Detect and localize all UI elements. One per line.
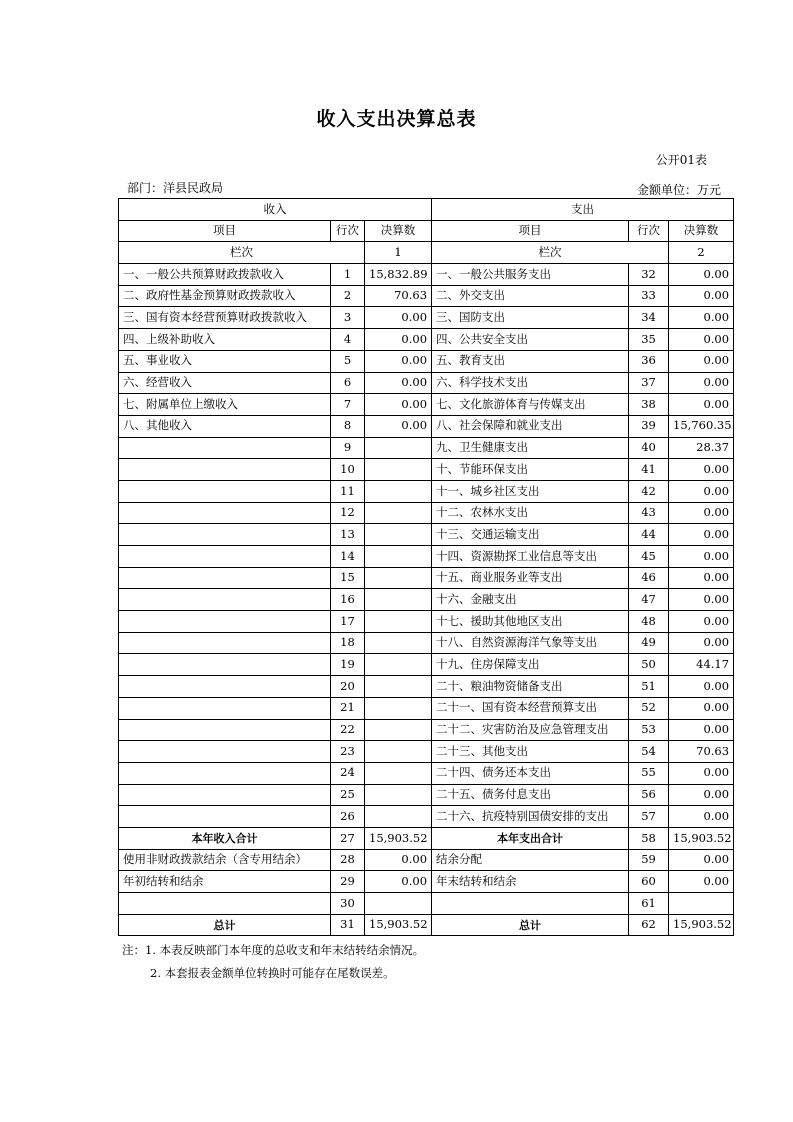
expense-item-cell: 总计 [432, 914, 629, 936]
expense-amount-cell: 0.00 [669, 567, 734, 589]
income-item-cell [119, 437, 331, 459]
expense-line-cell: 43 [629, 502, 669, 524]
income-item-cell: 本年收入合计 [119, 827, 331, 849]
table-row [119, 914, 734, 936]
expense-line-cell: 44 [629, 524, 669, 546]
income-line-cell: 30 [331, 893, 365, 915]
income-line-cell: 26 [331, 806, 365, 828]
expense-item-cell: 五、教育支出 [432, 350, 629, 372]
expense-item-cell: 四、公共安全支出 [432, 329, 629, 351]
expense-amount-cell: 0.00 [669, 849, 734, 871]
expense-line-cell: 41 [629, 459, 669, 481]
expense-item-cell: 二十、粮油物资储备支出 [432, 676, 629, 698]
expense-line-cell: 53 [629, 719, 669, 741]
income-item-cell [119, 806, 331, 828]
table-row [119, 307, 734, 329]
expense-amount-cell: 0.00 [669, 372, 734, 394]
expense-amount-cell: 0.00 [669, 762, 734, 784]
expense-line-cell: 40 [629, 437, 669, 459]
expense-item-cell: 年末结转和结余 [432, 871, 629, 893]
income-amount-cell: 15,903.52 [365, 827, 432, 849]
table-row [119, 762, 734, 784]
income-item-cell [119, 524, 331, 546]
expense-item-cell: 九、卫生健康支出 [432, 437, 629, 459]
income-item-cell [119, 589, 331, 611]
expense-amount-cell: 15,903.52 [669, 914, 734, 936]
expense-line-cell: 62 [629, 914, 669, 936]
expense-line-cell: 61 [629, 893, 669, 915]
expense-line-cell: 52 [629, 697, 669, 719]
income-item-cell [119, 676, 331, 698]
expense-amount-cell [669, 893, 734, 915]
expense-line-cell: 50 [629, 654, 669, 676]
income-column-number: 1 [365, 242, 432, 264]
income-amount-cell [365, 567, 432, 589]
expense-amount-cell: 15,760.35 [669, 415, 734, 437]
income-line-cell: 21 [331, 697, 365, 719]
income-line-cell: 28 [331, 849, 365, 871]
expense-amount-cell: 70.63 [669, 741, 734, 763]
expense-line-cell: 54 [629, 741, 669, 763]
income-line-cell: 10 [331, 459, 365, 481]
expense-amount-cell: 0.00 [669, 350, 734, 372]
income-line-cell: 3 [331, 307, 365, 329]
table-body [119, 199, 734, 936]
expense-amount-cell: 0.00 [669, 459, 734, 481]
expense-item-cell: 十一、城乡社区支出 [432, 480, 629, 502]
income-line-cell: 20 [331, 676, 365, 698]
income-amount-cell [365, 437, 432, 459]
income-amount-cell: 0.00 [365, 415, 432, 437]
income-line-cell: 25 [331, 784, 365, 806]
expense-amount-cell: 0.00 [669, 285, 734, 307]
income-column-label: 栏次 [119, 242, 365, 264]
expense-item-cell: 二十六、抗疫特别国债安排的支出 [432, 806, 629, 828]
income-amount-cell: 0.00 [365, 372, 432, 394]
expense-line-cell: 36 [629, 350, 669, 372]
income-amount-cell: 0.00 [365, 849, 432, 871]
income-amount-header: 决算数 [365, 220, 432, 242]
expense-item-cell: 十五、商业服务业等支出 [432, 567, 629, 589]
expense-amount-cell: 0.00 [669, 502, 734, 524]
income-line-cell: 11 [331, 480, 365, 502]
income-amount-cell [365, 459, 432, 481]
table-row [119, 459, 734, 481]
table-row [119, 372, 734, 394]
income-amount-cell [365, 806, 432, 828]
header-row-column-index [119, 242, 734, 264]
expense-item-cell: 十七、援助其他地区支出 [432, 611, 629, 633]
expense-amount-cell: 0.00 [669, 806, 734, 828]
income-section-header: 收入 [119, 199, 432, 221]
expense-amount-cell: 0.00 [669, 589, 734, 611]
expense-amount-cell: 0.00 [669, 611, 734, 633]
table-row [119, 697, 734, 719]
expense-item-cell: 七、文化旅游体育与传媒支出 [432, 394, 629, 416]
expense-line-cell: 47 [629, 589, 669, 611]
income-item-cell: 四、上级补助收入 [119, 329, 331, 351]
expense-section-header: 支出 [432, 199, 734, 221]
table-row [119, 394, 734, 416]
income-line-cell: 27 [331, 827, 365, 849]
expense-amount-cell: 0.00 [669, 307, 734, 329]
expense-line-cell: 38 [629, 394, 669, 416]
income-item-cell [119, 567, 331, 589]
notes [122, 939, 424, 985]
table-row [119, 350, 734, 372]
income-line-cell: 18 [331, 632, 365, 654]
expense-line-cell: 35 [629, 329, 669, 351]
expense-column-number: 2 [669, 242, 734, 264]
expense-item-cell: 六、科学技术支出 [432, 372, 629, 394]
income-line-cell: 1 [331, 264, 365, 286]
expense-item-cell: 十四、资源勘探工业信息等支出 [432, 546, 629, 568]
expense-amount-header: 决算数 [669, 220, 734, 242]
table-row [119, 502, 734, 524]
income-line-cell: 4 [331, 329, 365, 351]
income-line-cell: 9 [331, 437, 365, 459]
table-row [119, 546, 734, 568]
summary-table [118, 198, 734, 936]
expense-line-cell: 42 [629, 480, 669, 502]
expense-item-cell: 十八、自然资源海洋气象等支出 [432, 632, 629, 654]
income-amount-cell [365, 632, 432, 654]
expense-item-cell: 十九、住房保障支出 [432, 654, 629, 676]
table-row [119, 654, 734, 676]
income-amount-cell [365, 589, 432, 611]
income-item-cell [119, 784, 331, 806]
expense-line-cell: 39 [629, 415, 669, 437]
expense-line-cell: 55 [629, 762, 669, 784]
income-item-cell [119, 502, 331, 524]
income-amount-cell [365, 697, 432, 719]
income-item-cell: 五、事业收入 [119, 350, 331, 372]
income-item-cell: 六、经营收入 [119, 372, 331, 394]
income-item-cell [119, 697, 331, 719]
income-line-cell: 14 [331, 546, 365, 568]
income-line-cell: 19 [331, 654, 365, 676]
income-line-cell: 2 [331, 285, 365, 307]
expense-item-cell: 十二、农林水支出 [432, 502, 629, 524]
expense-item-cell: 二十一、国有资本经营预算支出 [432, 697, 629, 719]
expense-line-cell: 32 [629, 264, 669, 286]
expense-amount-cell: 0.00 [669, 632, 734, 654]
income-amount-cell [365, 762, 432, 784]
income-amount-cell [365, 524, 432, 546]
income-amount-cell [365, 611, 432, 633]
table-row [119, 719, 734, 741]
income-item-cell: 一、一般公共预算财政拨款收入 [119, 264, 331, 286]
expense-line-cell: 48 [629, 611, 669, 633]
income-line-header: 行次 [331, 220, 365, 242]
expense-item-cell: 一、一般公共服务支出 [432, 264, 629, 286]
income-item-cell: 八、其他收入 [119, 415, 331, 437]
income-amount-cell: 0.00 [365, 394, 432, 416]
expense-item-cell: 三、国防支出 [432, 307, 629, 329]
income-line-cell: 5 [331, 350, 365, 372]
expense-amount-cell: 28.37 [669, 437, 734, 459]
expense-line-cell: 34 [629, 307, 669, 329]
income-item-cell [119, 611, 331, 633]
income-item-cell [119, 893, 331, 915]
table-row [119, 437, 734, 459]
income-line-cell: 23 [331, 741, 365, 763]
income-item-cell [119, 480, 331, 502]
income-item-cell [119, 762, 331, 784]
income-item-cell [119, 741, 331, 763]
income-item-cell: 七、附属单位上缴收入 [119, 394, 331, 416]
table-row [119, 806, 734, 828]
expense-line-cell: 58 [629, 827, 669, 849]
table-row [119, 784, 734, 806]
expense-item-cell: 本年支出合计 [432, 827, 629, 849]
income-line-cell: 12 [331, 502, 365, 524]
income-amount-cell [365, 893, 432, 915]
income-line-cell: 17 [331, 611, 365, 633]
expense-line-header: 行次 [629, 220, 669, 242]
expense-line-cell: 46 [629, 567, 669, 589]
income-amount-cell: 15,832.89 [365, 264, 432, 286]
expense-amount-cell: 0.00 [669, 676, 734, 698]
income-line-cell: 31 [331, 914, 365, 936]
expense-item-cell [432, 893, 629, 915]
income-item-cell: 年初结转和结余 [119, 871, 331, 893]
income-amount-cell [365, 502, 432, 524]
income-amount-cell: 0.00 [365, 329, 432, 351]
expense-item-header: 项目 [432, 220, 629, 242]
income-line-cell: 29 [331, 871, 365, 893]
expense-item-cell: 八、社会保障和就业支出 [432, 415, 629, 437]
table-row [119, 285, 734, 307]
table-row [119, 415, 734, 437]
income-amount-cell: 0.00 [365, 307, 432, 329]
expense-line-cell: 37 [629, 372, 669, 394]
expense-amount-cell: 0.00 [669, 719, 734, 741]
income-item-header: 项目 [119, 220, 331, 242]
table-row [119, 632, 734, 654]
note-1: 注：1. 本表反映部门本年度的总收支和年末结转结余情况。 [122, 943, 425, 957]
table-row [119, 871, 734, 893]
table-row [119, 589, 734, 611]
expense-line-cell: 45 [629, 546, 669, 568]
income-amount-cell [365, 654, 432, 676]
expense-item-cell: 二、外交支出 [432, 285, 629, 307]
expense-item-cell: 结余分配 [432, 849, 629, 871]
income-line-cell: 15 [331, 567, 365, 589]
expense-line-cell: 57 [629, 806, 669, 828]
income-item-cell [119, 654, 331, 676]
expense-amount-cell: 0.00 [669, 524, 734, 546]
income-amount-cell: 0.00 [365, 871, 432, 893]
unit-label: 金额单位：万元 [636, 183, 721, 197]
income-item-cell [119, 719, 331, 741]
expense-line-cell: 59 [629, 849, 669, 871]
income-item-cell: 三、国有资本经营预算财政拨款收入 [119, 307, 331, 329]
expense-amount-cell: 0.00 [669, 784, 734, 806]
header-row-sections [119, 199, 734, 221]
expense-line-cell: 33 [629, 285, 669, 307]
table-row [119, 893, 734, 915]
income-line-cell: 16 [331, 589, 365, 611]
expense-amount-cell: 0.00 [669, 480, 734, 502]
table-row [119, 849, 734, 871]
expense-amount-cell: 0.00 [669, 871, 734, 893]
expense-amount-cell: 0.00 [669, 329, 734, 351]
expense-line-cell: 60 [629, 871, 669, 893]
expense-item-cell: 二十四、债务还本支出 [432, 762, 629, 784]
expense-amount-cell: 0.00 [669, 546, 734, 568]
expense-line-cell: 51 [629, 676, 669, 698]
table-row [119, 524, 734, 546]
table-row [119, 676, 734, 698]
expense-item-cell: 二十三、其他支出 [432, 741, 629, 763]
income-amount-cell [365, 741, 432, 763]
expense-item-cell: 二十五、债务付息支出 [432, 784, 629, 806]
income-item-cell [119, 459, 331, 481]
expense-item-cell: 二十二、灾害防治及应急管理支出 [432, 719, 629, 741]
expense-column-label: 栏次 [432, 242, 669, 264]
table-row [119, 480, 734, 502]
expense-item-cell: 十三、交通运输支出 [432, 524, 629, 546]
income-line-cell: 8 [331, 415, 365, 437]
expense-amount-cell: 44.17 [669, 654, 734, 676]
income-item-cell [119, 546, 331, 568]
income-line-cell: 7 [331, 394, 365, 416]
expense-item-cell: 十六、金融支出 [432, 589, 629, 611]
expense-amount-cell: 15,903.52 [669, 827, 734, 849]
income-item-cell: 总计 [119, 914, 331, 936]
income-line-cell: 24 [331, 762, 365, 784]
table-row [119, 567, 734, 589]
income-line-cell: 13 [331, 524, 365, 546]
income-item-cell: 二、政府性基金预算财政拨款收入 [119, 285, 331, 307]
department-label: 部门：洋县民政局 [127, 181, 224, 195]
income-amount-cell: 15,903.52 [365, 914, 432, 936]
income-amount-cell [365, 480, 432, 502]
income-item-cell [119, 632, 331, 654]
income-item-cell: 使用非财政拨款结余（含专用结余） [119, 849, 331, 871]
income-line-cell: 22 [331, 719, 365, 741]
income-amount-cell [365, 784, 432, 806]
expense-amount-cell: 0.00 [669, 394, 734, 416]
expense-line-cell: 49 [629, 632, 669, 654]
note-2: 2. 本套报表金额单位转换时可能存在尾数误差。 [150, 966, 395, 980]
income-amount-cell [365, 719, 432, 741]
income-amount-cell: 70.63 [365, 285, 432, 307]
income-amount-cell [365, 676, 432, 698]
income-line-cell: 6 [331, 372, 365, 394]
header-row-columns [119, 220, 734, 242]
table-row [119, 611, 734, 633]
page-title: 收入支出决算总表 [316, 108, 477, 130]
table-row [119, 741, 734, 763]
table-row [119, 264, 734, 286]
income-amount-cell: 0.00 [365, 350, 432, 372]
expense-amount-cell: 0.00 [669, 697, 734, 719]
table-row [119, 827, 734, 849]
income-amount-cell [365, 546, 432, 568]
table-row [119, 329, 734, 351]
expense-amount-cell: 0.00 [669, 264, 734, 286]
expense-line-cell: 56 [629, 784, 669, 806]
form-code: 公开01表 [655, 153, 707, 167]
expense-item-cell: 十、节能环保支出 [432, 459, 629, 481]
